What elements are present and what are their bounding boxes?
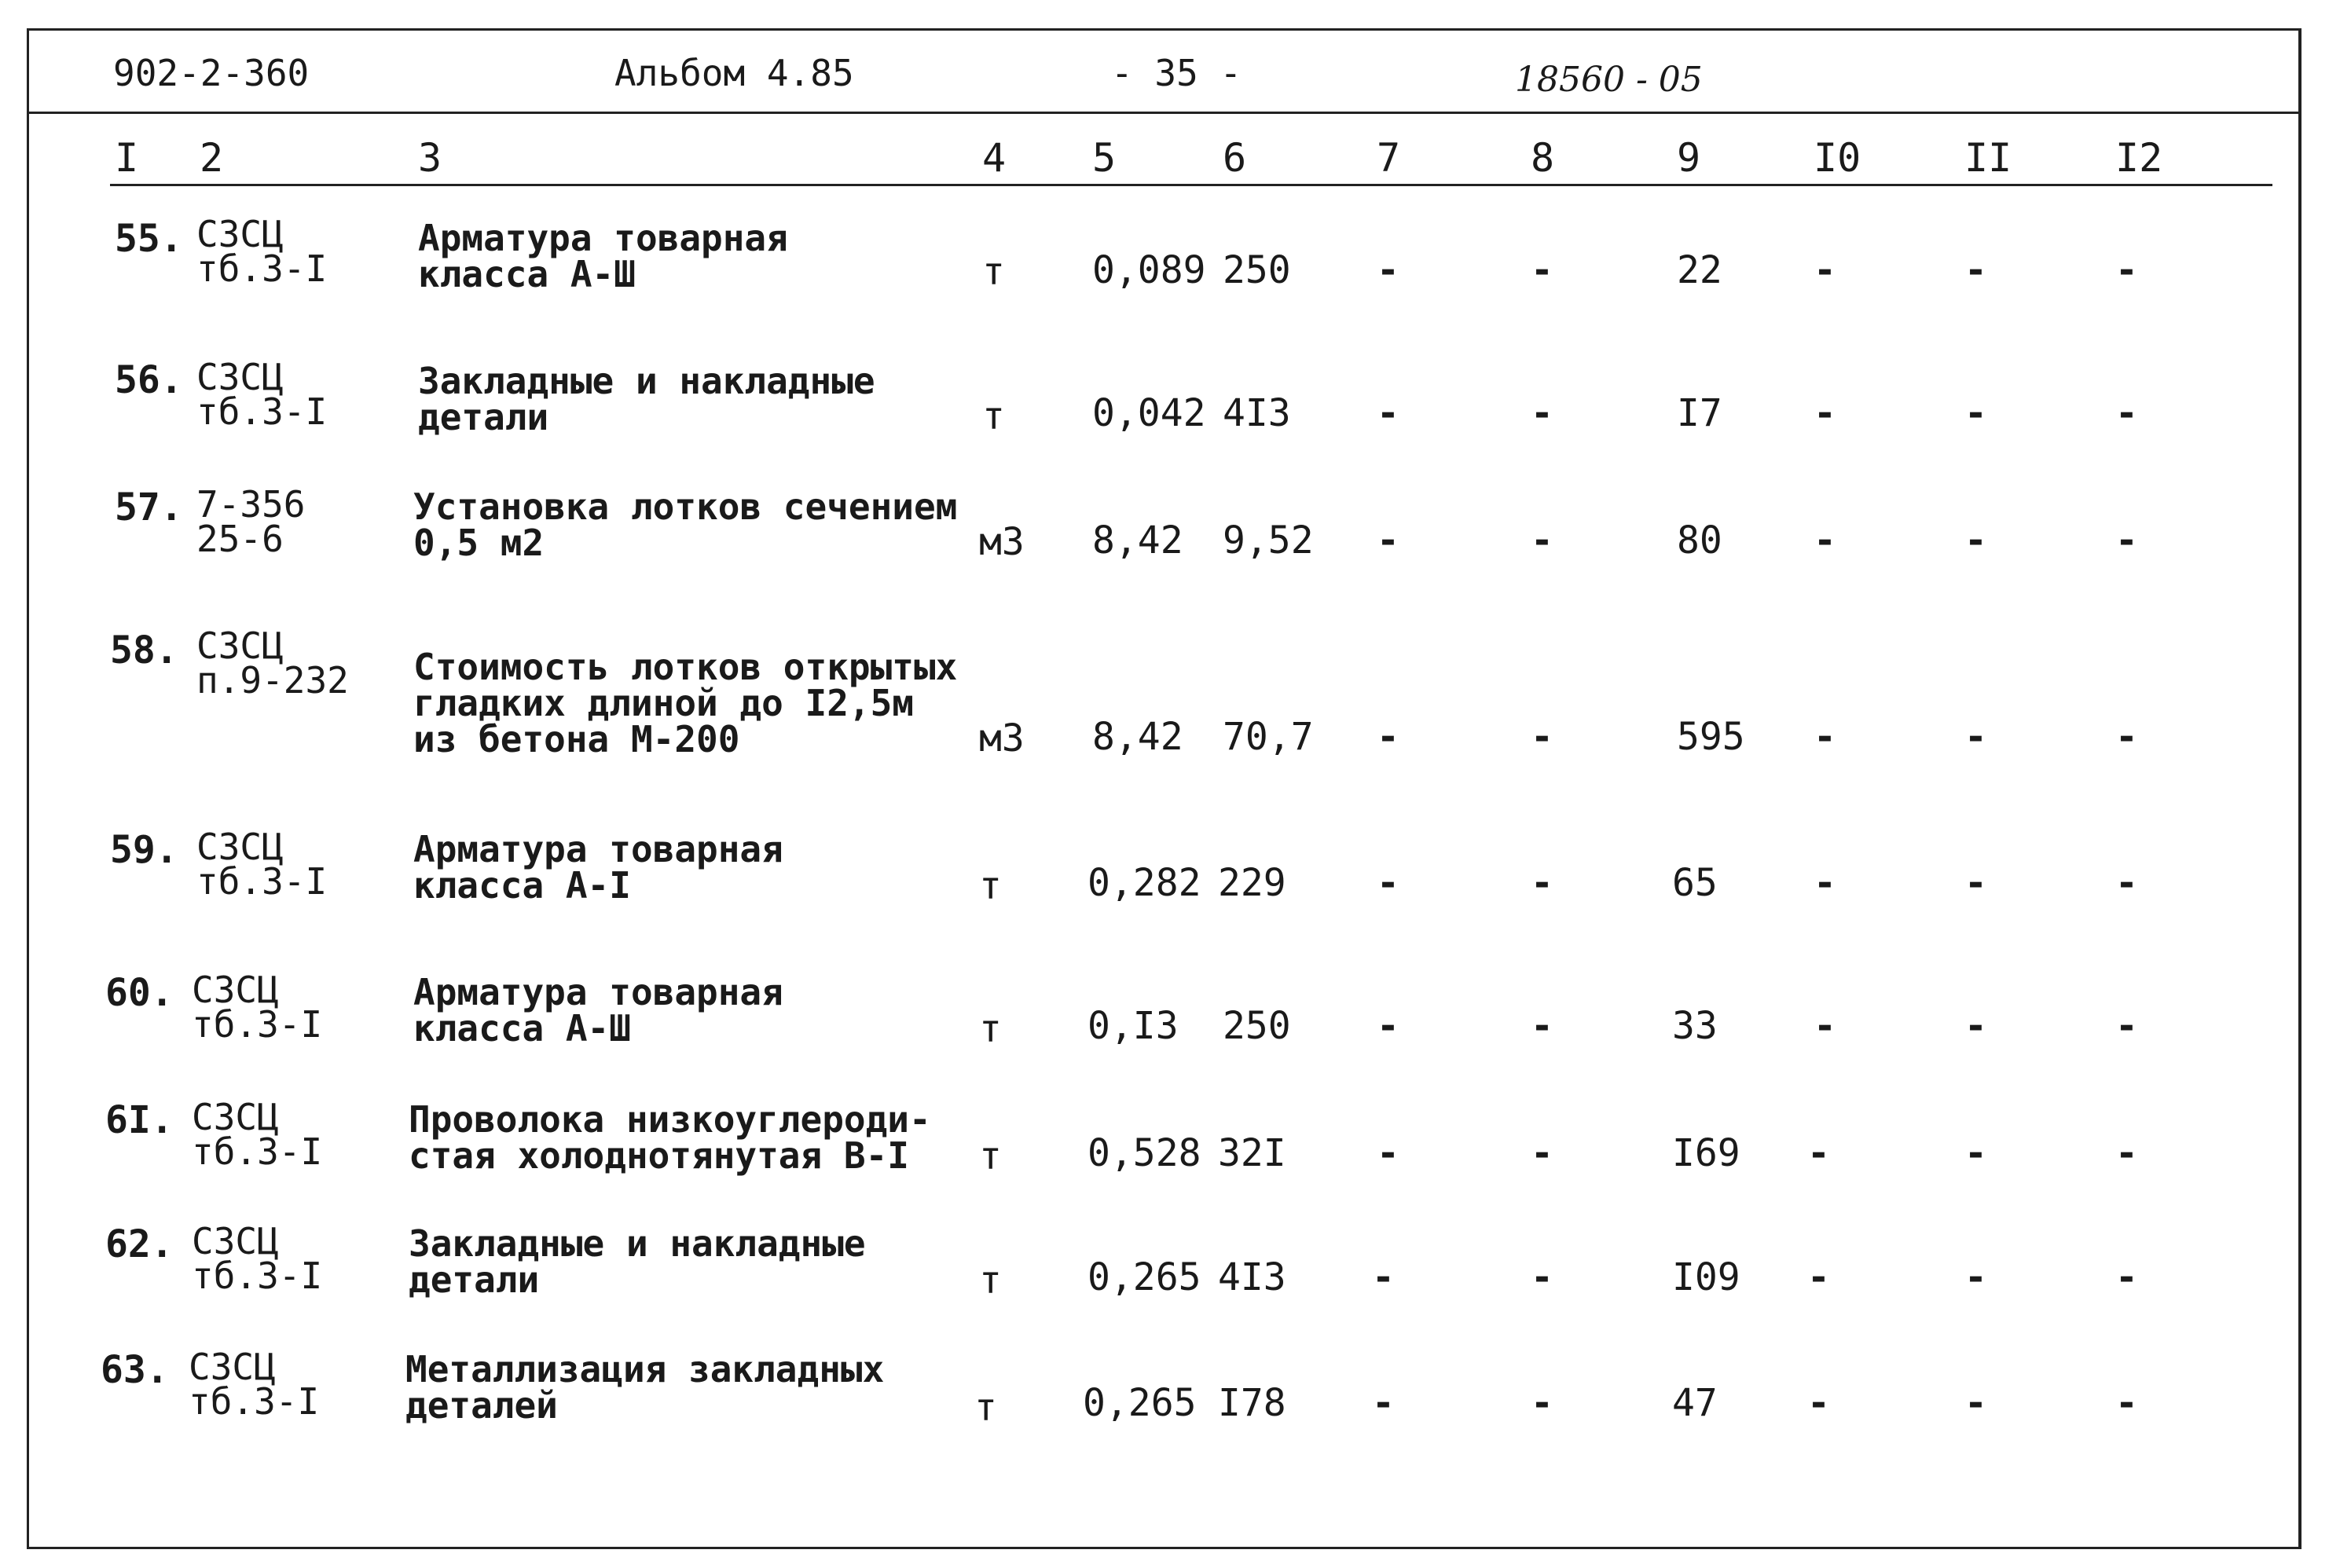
row-qty: 0,042 <box>1092 391 1206 435</box>
row-total: I7 <box>1677 391 1722 435</box>
row-code: СЗСЦ п.9-232 <box>196 625 349 702</box>
row-total: 65 <box>1672 861 1718 905</box>
row-price: 9,52 <box>1223 518 1314 562</box>
row-col12: - <box>2115 1255 2138 1299</box>
row-name: Металлизация закладных деталей <box>405 1348 885 1427</box>
column-number: 6 <box>1223 135 1247 181</box>
row-code: СЗСЦ тб.3-I <box>192 1096 323 1173</box>
row-col8: - <box>1531 861 1553 905</box>
row-col12: - <box>2115 248 2138 292</box>
row-name: Арматура товарная класса А-I <box>413 828 783 907</box>
row-number: 6I. <box>105 1098 174 1142</box>
row-price: 229 <box>1218 861 1286 905</box>
column-number: I0 <box>1814 135 1861 181</box>
row-number: 63. <box>101 1348 169 1392</box>
row-unit: м3 <box>979 716 1025 760</box>
page-number: - 35 - <box>1111 52 1242 94</box>
row-qty: 0,282 <box>1087 861 1201 905</box>
row-col10: - <box>1814 518 1836 562</box>
row-number: 55. <box>115 217 183 261</box>
row-col8: - <box>1531 518 1553 562</box>
row-number: 60. <box>105 971 174 1015</box>
row-col10: - <box>1807 1255 1830 1299</box>
row-price: 250 <box>1223 248 1291 292</box>
doc-number: 902-2-360 <box>113 52 310 94</box>
row-unit: т <box>979 1258 1002 1302</box>
row-col7: - <box>1377 1004 1399 1048</box>
row-name: Закладные и накладные детали <box>418 360 875 438</box>
column-number: I2 <box>2115 135 2163 181</box>
row-qty: 0,I3 <box>1087 1004 1179 1048</box>
row-code: СЗСЦ тб.3-I <box>192 1220 323 1297</box>
row-unit: т <box>982 394 1005 438</box>
row-col8: - <box>1531 1381 1553 1425</box>
row-col7: - <box>1377 391 1399 435</box>
row-total: I69 <box>1672 1131 1740 1175</box>
row-unit: т <box>979 1007 1002 1051</box>
row-name: Арматура товарная класса А-Ш <box>418 217 788 295</box>
row-col10: - <box>1814 861 1836 905</box>
row-code: СЗСЦ тб.3-I <box>196 213 328 290</box>
row-col10: - <box>1807 1131 1830 1175</box>
header-rule <box>27 112 2298 114</box>
row-col11: - <box>1964 391 1987 435</box>
row-col7: - <box>1377 518 1399 562</box>
row-name: Арматура товарная класса А-Ш <box>413 971 783 1050</box>
row-unit: т <box>979 864 1002 908</box>
row-number: 59. <box>110 828 178 872</box>
row-col8: - <box>1531 1004 1553 1048</box>
row-name: Стоимость лотков открытых гладких длиной до I2,5м из бетона М-200 <box>413 646 958 760</box>
row-col12: - <box>2115 1131 2138 1175</box>
row-total: I09 <box>1672 1255 1740 1299</box>
row-col7: - <box>1377 1131 1399 1175</box>
row-code: СЗСЦ тб.3-I <box>196 826 328 903</box>
row-name: Установка лотков сечением 0,5 м2 <box>413 485 958 564</box>
row-qty: 0,265 <box>1087 1255 1201 1299</box>
column-header-rule <box>110 184 2272 186</box>
row-col10: - <box>1814 391 1836 435</box>
row-col11: - <box>1964 1004 1987 1048</box>
row-col7: - <box>1377 248 1399 292</box>
row-col10: - <box>1814 715 1836 759</box>
row-col12: - <box>2115 861 2138 905</box>
row-col8: - <box>1531 391 1553 435</box>
row-col7: - <box>1377 715 1399 759</box>
column-number: 2 <box>200 135 224 181</box>
column-number: 5 <box>1092 135 1117 181</box>
row-name: Проволока низкоуглероди- стая холоднотянутая В-I <box>409 1098 931 1177</box>
row-qty: 0,528 <box>1087 1131 1201 1175</box>
album-label: Альбом 4.85 <box>614 52 854 94</box>
row-col11: - <box>1964 1255 1987 1299</box>
row-price: 4I3 <box>1218 1255 1286 1299</box>
column-number: 9 <box>1677 135 1701 181</box>
row-name: Закладные и накладные детали <box>409 1222 866 1301</box>
row-number: 57. <box>115 485 183 529</box>
row-col11: - <box>1964 861 1987 905</box>
column-number: 4 <box>982 135 1007 181</box>
row-number: 56. <box>115 358 183 402</box>
row-col11: - <box>1964 1131 1987 1175</box>
row-total: 47 <box>1672 1381 1718 1425</box>
row-col8: - <box>1531 715 1553 759</box>
column-number: 8 <box>1531 135 1555 181</box>
row-price: 250 <box>1223 1004 1291 1048</box>
row-col11: - <box>1964 248 1987 292</box>
row-col11: - <box>1964 715 1987 759</box>
row-code: 7-356 25-6 <box>196 483 306 560</box>
row-number: 62. <box>105 1222 174 1266</box>
row-unit: т <box>979 1134 1002 1178</box>
row-total: 22 <box>1677 248 1722 292</box>
row-qty: 0,265 <box>1083 1381 1197 1425</box>
row-code: СЗСЦ тб.3-I <box>192 969 323 1046</box>
row-unit: т <box>982 250 1005 294</box>
row-col12: - <box>2115 1004 2138 1048</box>
row-number: 58. <box>110 628 178 672</box>
row-code: СЗСЦ тб.3-I <box>196 356 328 433</box>
row-col12: - <box>2115 1381 2138 1425</box>
column-number: II <box>1964 135 2012 181</box>
row-total: 33 <box>1672 1004 1718 1048</box>
row-col7: - <box>1377 861 1399 905</box>
row-col7: - <box>1372 1381 1395 1425</box>
row-total: 80 <box>1677 518 1722 562</box>
row-code: СЗСЦ тб.3-I <box>189 1346 320 1423</box>
row-price: 32I <box>1218 1131 1286 1175</box>
column-number: 3 <box>418 135 442 181</box>
row-price: I78 <box>1218 1381 1286 1425</box>
row-qty: 8,42 <box>1092 518 1183 562</box>
row-col10: - <box>1814 1004 1836 1048</box>
row-qty: 0,089 <box>1092 248 1206 292</box>
handwritten-code: 18560 - 05 <box>1515 60 1703 100</box>
row-unit: т <box>974 1386 997 1430</box>
row-col8: - <box>1531 1131 1553 1175</box>
row-col8: - <box>1531 1255 1553 1299</box>
row-unit: м3 <box>979 520 1025 564</box>
row-qty: 8,42 <box>1092 715 1183 759</box>
row-col12: - <box>2115 715 2138 759</box>
row-col11: - <box>1964 518 1987 562</box>
row-col8: - <box>1531 248 1553 292</box>
row-col11: - <box>1964 1381 1987 1425</box>
row-total: 595 <box>1677 715 1745 759</box>
row-price: 70,7 <box>1223 715 1314 759</box>
row-price: 4I3 <box>1223 391 1291 435</box>
column-number: I <box>115 135 139 181</box>
row-col10: - <box>1807 1381 1830 1425</box>
row-col10: - <box>1814 248 1836 292</box>
row-col12: - <box>2115 518 2138 562</box>
row-col12: - <box>2115 391 2138 435</box>
row-col7: - <box>1372 1255 1395 1299</box>
column-number: 7 <box>1377 135 1401 181</box>
